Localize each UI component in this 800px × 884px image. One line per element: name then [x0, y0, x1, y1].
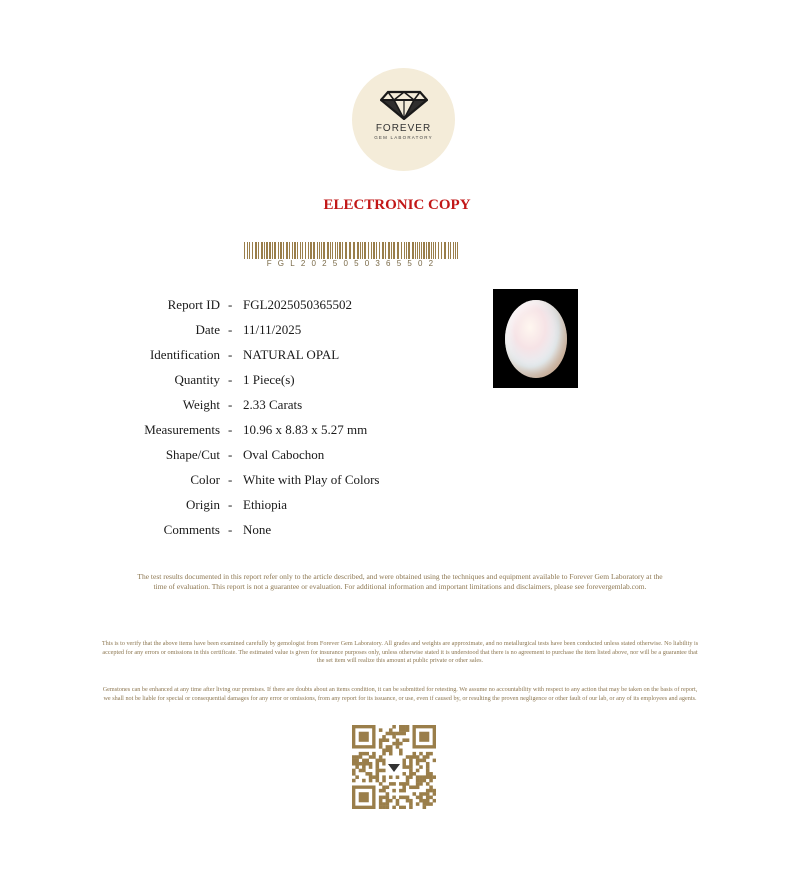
disclaimer-enhancement: Gemstones can be enhanced at any time after living our premises. If there are doubts about an items condition, it can be submitted for retesting. We assume no accountability with respect to any action that may be taken on the basis of report, we shall not be liable for special or consequential damages for any error or omissions, from any report for its issuance, or use, even if caused by, or resulting the proven negligence or other fault of our lab, or any of its employees and agents. [102, 686, 698, 702]
field-row [0, 342, 500, 367]
field-separator: - [228, 397, 233, 412]
diamond-icon [380, 90, 428, 120]
field-separator: - [228, 422, 233, 437]
field-label: Identification [149, 347, 220, 362]
disclaimer-verification: This is to verify that the above items have been examined carefully by gemologist from Forever Gem Laboratory. All grades and weights are approximate, and no metallurgical tests have been conducted unless stated otherwise. No liability is accepted for any errors or omissions in this certificate. The estimated value is given for insurance purposes only, unless otherwise stated it is understood that there is no agreement to purchase the item listed above, nor will be a guarantee that the set item will realize this amount at public private or other sales. [101, 640, 699, 665]
qr-code[interactable] [352, 725, 436, 809]
field-value: NATURAL OPAL [243, 347, 340, 362]
field-row [0, 517, 500, 542]
field-label: Comments [163, 522, 220, 537]
field-value: 1 Piece(s) [243, 372, 295, 387]
field-value: FGL2025050365502 [243, 297, 353, 312]
field-value: 11/11/2025 [243, 322, 302, 337]
field-row [0, 292, 500, 317]
field-label: Origin [186, 497, 220, 512]
field-separator: - [228, 297, 233, 312]
barcode [244, 242, 462, 259]
disclaimer-results: The test results documented in this report refer only to the article described, and were obtained using the techniques and equipment available to Forever Gem Laboratory at the time of evaluation. This report is not a guarantee or evaluation. For additional information and important limitations and disclaimers, please see forevergemlab.com. [137, 572, 663, 591]
field-label: Color [190, 472, 220, 487]
field-value: Ethiopia [243, 497, 288, 512]
field-row [0, 392, 500, 417]
barcode-number: FGL2025050365502 [266, 259, 440, 268]
field-value: 2.33 Carats [243, 397, 303, 412]
field-row [0, 467, 500, 492]
field-separator: - [228, 497, 233, 512]
field-separator: - [228, 447, 233, 462]
field-separator: - [228, 372, 233, 387]
field-row [0, 442, 500, 467]
field-row [0, 492, 500, 517]
field-row [0, 367, 500, 392]
field-label: Shape/Cut [165, 447, 220, 462]
field-label: Date [195, 322, 220, 337]
brand-subtitle: GEM LABORATORY [374, 135, 433, 140]
electronic-copy-heading: ELECTRONIC COPY [323, 197, 471, 213]
field-row [0, 317, 500, 342]
opal-image [505, 300, 567, 378]
field-value: White with Play of Colors [243, 472, 380, 487]
field-row [0, 417, 500, 442]
gem-photo [493, 289, 578, 388]
lab-logo [352, 68, 455, 171]
brand-name: FOREVER [375, 123, 432, 134]
field-label: Weight [182, 397, 220, 412]
field-separator: - [228, 522, 233, 537]
field-separator: - [228, 347, 233, 362]
field-value: None [243, 522, 272, 537]
field-value: Oval Cabochon [243, 447, 325, 462]
field-label: Quantity [174, 372, 220, 387]
field-separator: - [228, 322, 233, 337]
field-value: 10.96 x 8.83 x 5.27 mm [243, 422, 368, 437]
field-separator: - [228, 472, 233, 487]
field-label: Measurements [144, 422, 220, 437]
field-label: Report ID [167, 297, 220, 312]
